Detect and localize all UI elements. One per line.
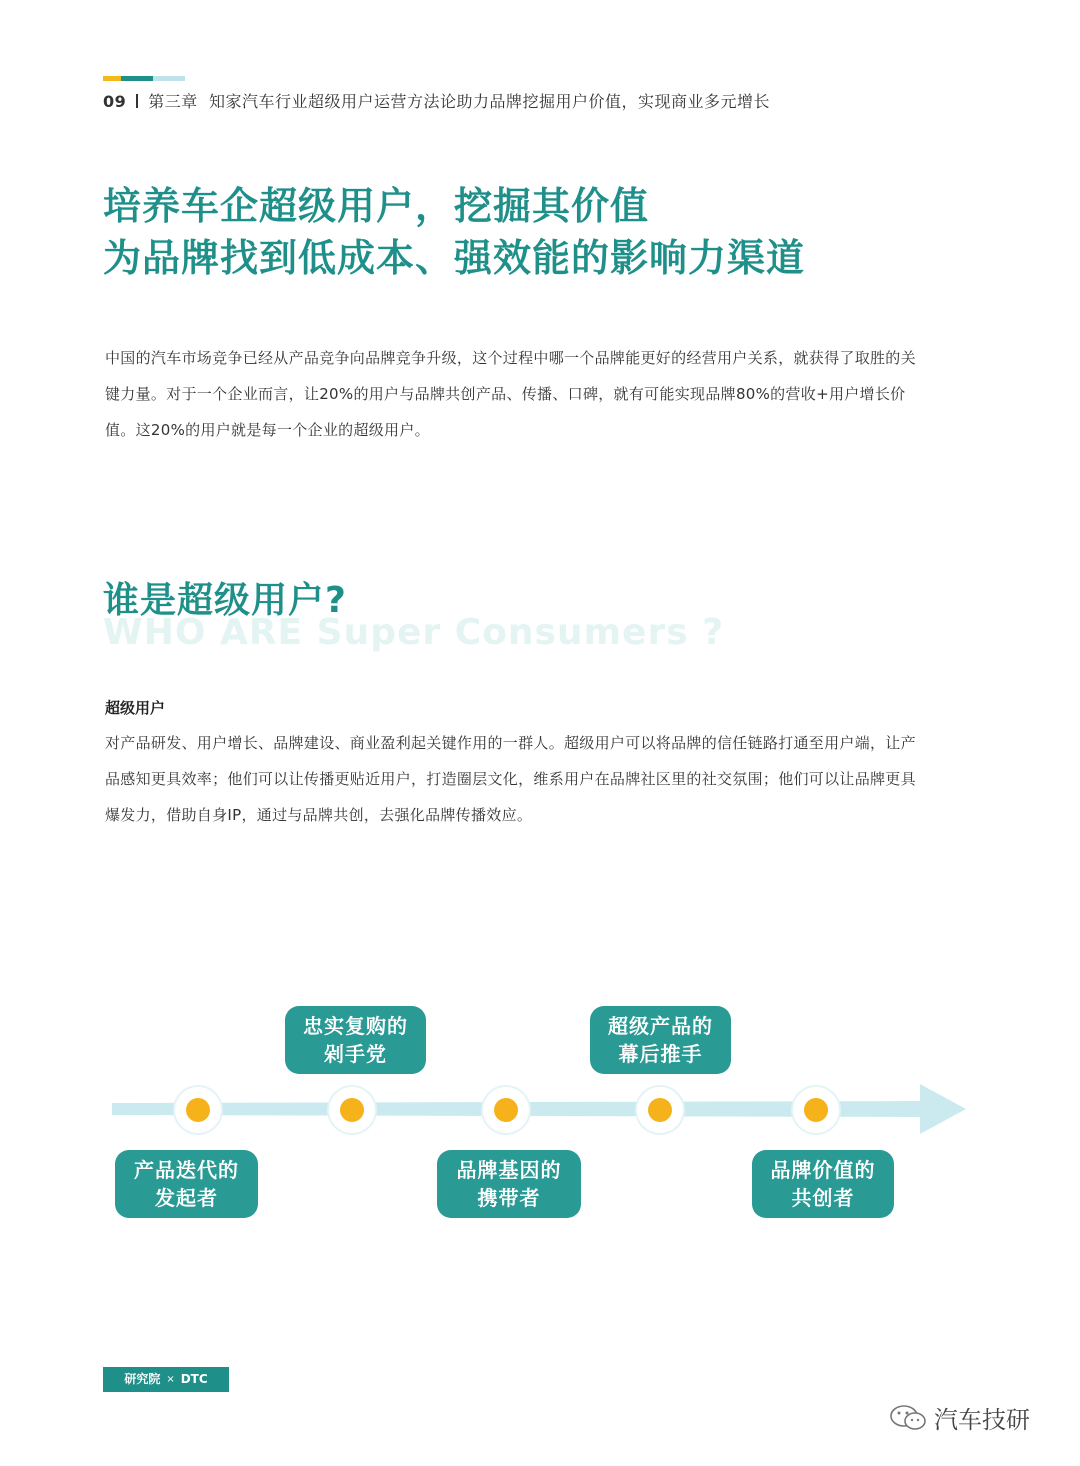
role-label-line-1: 忠实复购的 bbox=[303, 1014, 408, 1038]
role-bubble-brand-gene-carrier bbox=[437, 1150, 581, 1218]
intro-line-1: 中国的汽车市场竞争已经从产品竞争向品牌竞争升级，这个过程中哪一个品牌能更好的经营用户关系，就获得了取胜的关 bbox=[105, 349, 916, 367]
role-label-line-1: 产品迭代的 bbox=[134, 1158, 239, 1182]
definition-heading: 超级用户 bbox=[105, 699, 166, 717]
footer-logo bbox=[103, 1367, 229, 1392]
chapter-title: 知家汽车行业超级用户运营方法论助力品牌挖掘用户价值，实现商业多元增长 bbox=[208, 92, 770, 111]
section-title-english: WHO ARE Super Consumers ? bbox=[103, 612, 725, 653]
timeline-node bbox=[792, 1086, 840, 1134]
definition-line-3: 爆发力，借助自身IP，通过与品牌共创，去强化品牌传播效应。 bbox=[105, 806, 533, 824]
timeline-node bbox=[482, 1086, 530, 1134]
role-label-line-2: 共创者 bbox=[791, 1186, 855, 1210]
logo-times-sign: × bbox=[166, 1374, 175, 1385]
role-bubble-co-creator bbox=[752, 1150, 894, 1218]
intro-line-2: 键力量。对于一个企业而言，让20%的用户与品牌共创产品、传播、口碑，就有可能实现品牌80%的营收+用户增长价 bbox=[105, 385, 906, 403]
role-label-line-1: 超级产品的 bbox=[608, 1014, 713, 1038]
timeline-node bbox=[636, 1086, 684, 1134]
role-label-line-2: 携带者 bbox=[477, 1186, 541, 1210]
definition-line-1: 对产品研发、用户增长、品牌建设、商业盈利起关键作用的一群人。超级用户可以将品牌的信任链路打通至用户端，让产 bbox=[105, 734, 916, 752]
wechat-icon bbox=[888, 1403, 928, 1433]
role-bubble-behind-scenes-promoter bbox=[590, 1006, 731, 1074]
role-label-line-1: 品牌价值的 bbox=[770, 1158, 876, 1182]
definition-line-2: 品感知更具效率；他们可以让传播更贴近用户，打造圈层文化，维系用户在品牌社区里的社交氛围；他们可以让品牌更具 bbox=[105, 770, 916, 788]
watermark-text: 汽车技研 bbox=[934, 1406, 1030, 1434]
watermark bbox=[888, 1400, 1030, 1435]
logo-left-text: 研究院 bbox=[124, 1372, 161, 1386]
page-title-line-1: 培养车企超级用户，挖掘其价值 bbox=[103, 184, 650, 228]
role-label-line-2: 剁手党 bbox=[324, 1042, 387, 1066]
page-number: 09 bbox=[103, 92, 127, 111]
page-title-line-2: 为品牌找到低成本、强效能的影响力渠道 bbox=[103, 236, 806, 280]
logo-right-text: DTC bbox=[180, 1372, 208, 1386]
timeline-node bbox=[174, 1086, 222, 1134]
role-bubble-initiator bbox=[115, 1150, 258, 1218]
role-label-line-1: 品牌基因的 bbox=[456, 1158, 562, 1182]
role-bubble-loyal-buyer bbox=[285, 1006, 426, 1074]
timeline-node bbox=[328, 1086, 376, 1134]
intro-line-3: 值。这20%的用户就是每一个企业的超级用户。 bbox=[105, 421, 430, 439]
role-label-line-2: 发起者 bbox=[155, 1186, 218, 1210]
role-label-line-2: 幕后推手 bbox=[618, 1042, 703, 1066]
chapter-label: 第三章 bbox=[148, 92, 198, 111]
section-title: 谁是超级用户? bbox=[103, 580, 347, 621]
